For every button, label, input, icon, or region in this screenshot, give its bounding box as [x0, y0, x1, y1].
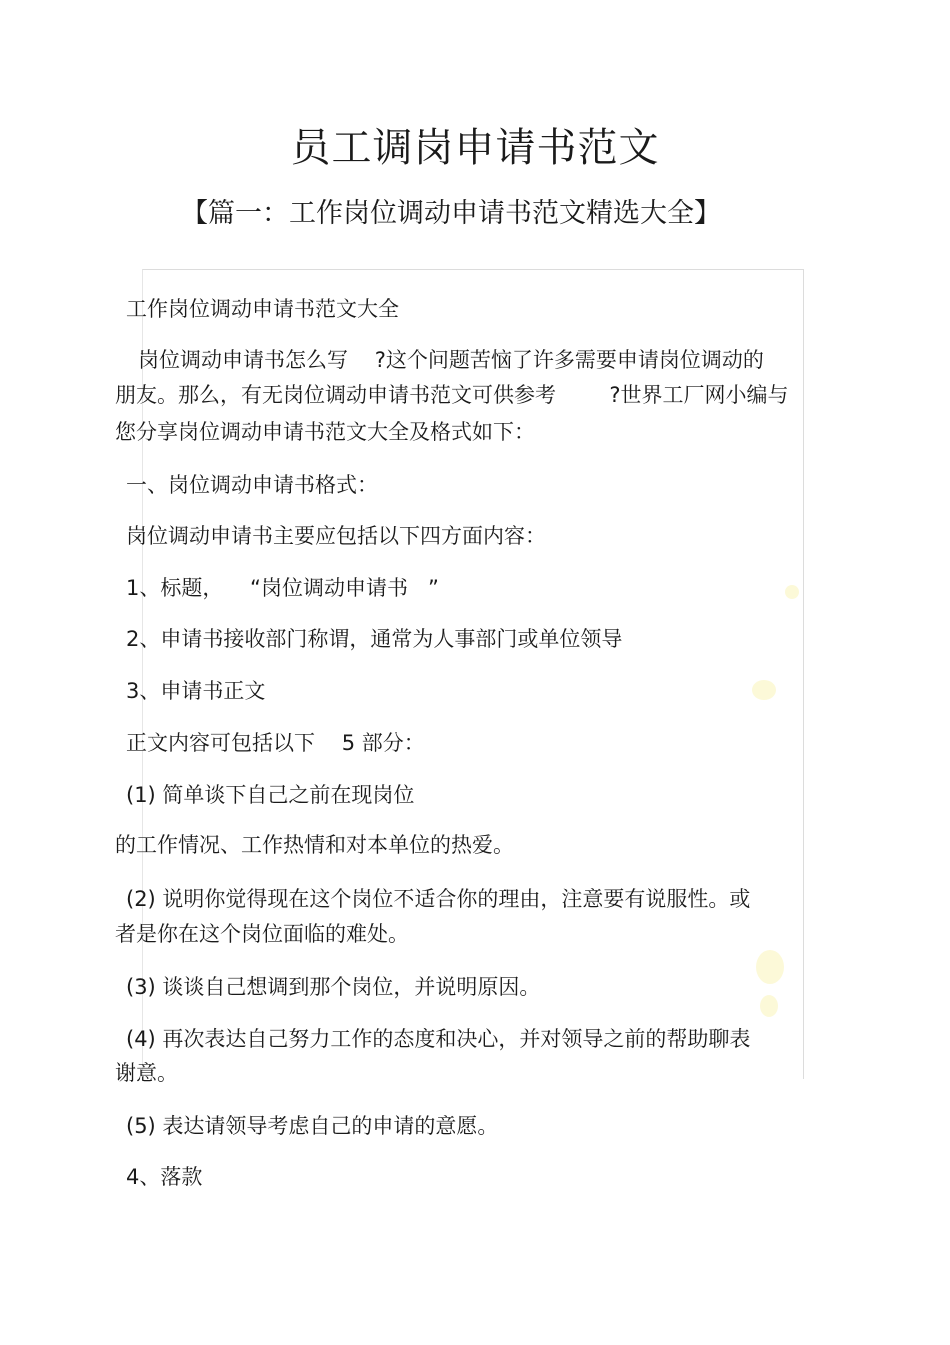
paragraph-line: 谢意。	[115, 1061, 178, 1085]
paragraph-line: 岗位调动申请书怎么写 ?这个问题苦恼了许多需要申请岗位调动的	[138, 348, 764, 372]
paper-smudge	[756, 950, 784, 984]
paragraph-line: 者是你在这个岗位面临的难处。	[115, 922, 409, 946]
list-item: 3、申请书正文	[126, 679, 266, 703]
section-heading: 工作岗位调动申请书范文大全	[126, 297, 399, 321]
paragraph-line: 您分享岗位调动申请书范文大全及格式如下：	[115, 420, 535, 444]
paragraph-line: 朋友。那么，有无岗位调动申请书范文可供参考 ?世界工厂网小编与	[115, 383, 789, 407]
paper-smudge	[785, 585, 799, 599]
list-item: (3) 谈谈自己想调到那个岗位，并说明原因。	[126, 975, 541, 999]
paragraph-line: 正文内容可包括以下 5 部分：	[126, 731, 425, 755]
list-item: 4、落款	[126, 1165, 203, 1189]
list-item: 2、申请书接收部门称谓，通常为人事部门或单位领导	[126, 627, 623, 651]
list-item: 1、标题， “岗位调动申请书 ”	[126, 576, 439, 600]
list-item: (1) 简单谈下自己之前在现岗位	[126, 783, 415, 807]
paper-smudge	[752, 680, 776, 700]
list-item: (5) 表达请领导考虑自己的申请的意愿。	[126, 1114, 499, 1138]
list-item: (4) 再次表达自己努力工作的态度和决心，并对领导之前的帮助聊表	[126, 1027, 751, 1051]
document-title: 员工调岗申请书范文	[290, 125, 660, 171]
section-heading: 一、岗位调动申请书格式：	[126, 473, 378, 497]
paragraph-line: 的工作情况、工作热情和对本单位的热爱。	[115, 833, 514, 857]
document-subtitle: 【篇一：工作岗位调动申请书范文精选大全】	[181, 198, 721, 229]
paper-smudge	[760, 995, 778, 1017]
list-item: (2) 说明你觉得现在这个岗位不适合你的理由，注意要有说服性。或	[126, 887, 751, 911]
paragraph-line: 岗位调动申请书主要应包括以下四方面内容：	[126, 524, 546, 548]
